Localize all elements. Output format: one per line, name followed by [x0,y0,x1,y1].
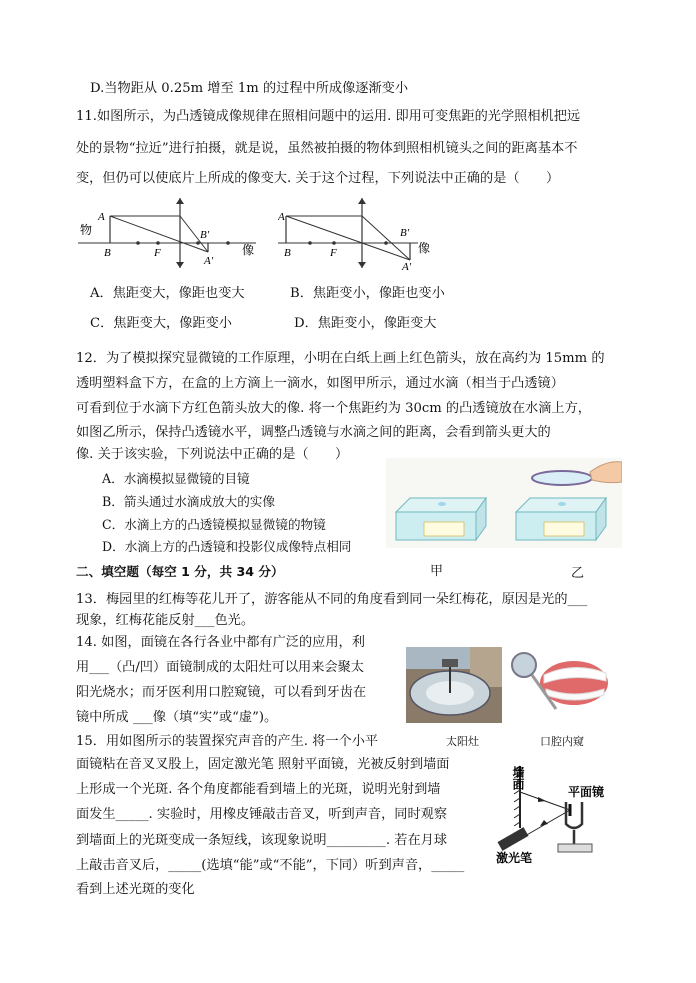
q15-line7: 看到上述光斑的变化 [76,882,195,897]
q11-stem-line3: 变，但仍可以使底片上所成的像变大. 关于这个过程，下列说法中正确的是（ ） [76,171,560,186]
q15-line2: 面镜粘在音叉叉股上，固定激光笔 照射平面镜，光被反射到墙面 [76,757,450,772]
q11-option-c: C．焦距变大，像距变小 [90,316,232,331]
q12-stem-line3: 可看到位于水滴下方红色箭头放大的像. 将一个焦距约为 30cm 的凸透镜放在水滴上方， [76,401,591,416]
q14-line4: 镜中所成 ___像（填“实”或“虚”)。 [76,710,278,725]
q13-line1: 13．梅园里的红梅等花儿开了，游客能从不同的角度看到同一朵红梅花，原因是光的___ [76,592,588,607]
q15-tuning-fork-diagram [488,752,618,864]
q12-stem-line2: 透明塑料盒下方，在盒的上方滴上一滴水，如图甲所示，通过水滴（相当于凸透镜） [76,376,564,391]
svg-text:A': A' [204,255,214,267]
svg-text:A': A' [402,261,412,270]
q12-option-a: A．水滴模拟显微镜的目镜 [102,471,250,486]
svg-text:B: B [104,247,111,259]
q12-stem-line4: 如图乙所示，保持凸透镜水平，调整凸透镜与水滴之间的距离，会看到箭头更大的 [76,425,551,440]
svg-text:B': B' [400,227,410,239]
q11-option-b: B．焦距变小，像距也变小 [290,286,445,301]
svg-text:A: A [278,211,285,223]
q14-line2: 用___（凸/凹）面镜制成的太阳灶可以用来会聚太 [76,660,364,675]
q11-stem-line1: 11.如图所示，为凸透镜成像规律在照相问题中的运用. 即用可变焦距的光学照相机把远 [76,109,581,124]
q13-line2: 现象，红梅花能反射___色光。 [76,613,255,628]
label-laser: 激光笔 [496,851,533,864]
q15-line6: 上敲击音叉后，_____(选填“能”或“不能”，下同）听到声音，_____ [76,858,465,873]
svg-text:F: F [330,247,337,259]
section-fill-in-title: 二、填空题（每空 1 分，共 34 分） [76,564,284,579]
svg-text:B: B [284,247,291,259]
q15-line5: 到墙面上的光斑变成一条短线，该现象说明_________. 若在月球 [76,833,448,848]
solar-cooker-photo [406,647,502,723]
q11-option-a: A．焦距变大，像距也变大 [90,286,245,301]
q12-stem-line5: 像. 关于该实验，下列说法中正确的是（ ） [76,447,349,462]
q15-line1: 15．用如图所示的装置探究声音的产生. 将一个小平 [76,734,379,749]
svg-text:F: F [154,247,161,259]
q15-line3: 上形成一个光斑. 各个角度都能看到墙上的光斑，说明光射到墙 [76,782,441,797]
solar-cooker-caption: 太阳灶 [446,735,479,748]
svg-text:A: A [98,211,105,223]
q11-lens-diagram-right [278,198,438,270]
q12-option-d: D．水滴上方的凸透镜和投影仪成像特点相同 [102,539,352,554]
q12-microscope-figure [386,458,622,548]
q12-caption-yi: 乙 [571,566,585,581]
dental-mirror-photo [508,647,610,723]
label-wall: 墙面 [511,766,525,790]
q14-line1: 14. 如图，面镜在各行各业中都有广泛的应用，利 [76,635,365,650]
q11-stem-line2: 处的景物“拉近”进行拍摄，就是说，虽然被拍摄的物体到照相机镜头之间的距离基本不 [76,141,578,156]
label-wu: 物 [80,223,93,237]
q15-line4: 面发生_____. 实验时，用橡皮锤敲击音叉，听到声音，同时观察 [76,807,448,822]
q14-line3: 阳光烧水；而牙医利用口腔窥镜，可以看到牙齿在 [76,685,367,700]
q12-option-b: B．箭头通过水滴成放大的实像 [102,494,275,509]
label-mirror: 平面镜 [568,785,605,799]
svg-text:像: 像 [242,243,255,257]
dental-mirror-caption: 口腔内窥 [540,735,584,748]
q12-stem-line1: 12．为了模拟探究显微镜的工作原理，小明在白纸上画上红色箭头，放在高约为 15mm 的 [76,351,605,366]
q12-caption-jia: 甲 [430,564,444,579]
q12-option-c: C．水滴上方的凸透镜模拟显微镜的物镜 [102,517,326,532]
q11-option-d: D．焦距变小，像距变大 [294,316,437,331]
svg-text:像: 像 [418,241,431,255]
svg-text:B': B' [200,229,210,241]
q10-option-d: D.当物距从 0.25m 增至 1m 的过程中所成像逐渐变小 [90,81,409,96]
q11-lens-diagram-left [78,198,268,270]
